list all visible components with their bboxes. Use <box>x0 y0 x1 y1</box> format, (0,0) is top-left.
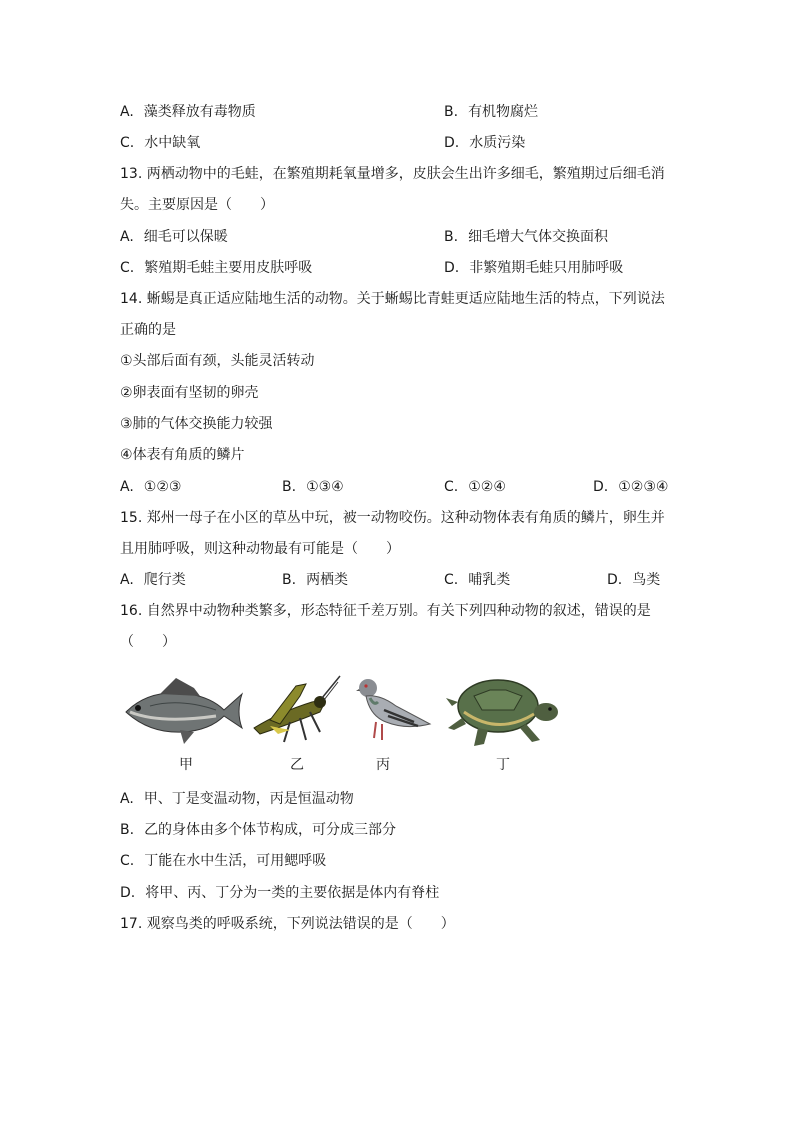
q14-option-a: A. ①②③ <box>120 479 182 495</box>
q16-option-b: B. 乙的身体由多个体节构成，可分成三部分 <box>120 822 397 838</box>
q14-statement-4: ④体表有角质的鳞片 <box>120 447 245 463</box>
q15-option-c: C. 哺乳类 <box>444 572 511 588</box>
q14-option-c: C. ①②④ <box>444 479 506 495</box>
q16-stem-line2: （ ） <box>120 634 176 650</box>
q15-option-b: B. 两栖类 <box>282 572 349 588</box>
q14-option-b: B. ①③④ <box>282 479 344 495</box>
caption-ding: 丁 <box>496 757 510 773</box>
q13-stem-line1: 13. 两栖动物中的毛蛙，在繁殖期耗氧量增多，皮肤会生出许多细毛，繁殖期过后细毛消 <box>120 166 665 182</box>
q12-option-d: D. 水质污染 <box>444 135 526 151</box>
q14-statement-1: ①头部后面有颈，头能灵活转动 <box>120 353 315 369</box>
caption-yi: 乙 <box>290 757 304 773</box>
q14-option-d: D. ①②③④ <box>593 479 669 495</box>
turtle-image <box>444 672 560 752</box>
q14-stem-line2: 正确的是 <box>120 322 176 338</box>
q13-option-b: B. 细毛增大气体交换面积 <box>444 229 609 245</box>
q16-stem-line1: 16. 自然界中动物种类繁多，形态特征千差万别。有关下列四种动物的叙述，错误的是 <box>120 603 651 619</box>
q12-option-b: B. 有机物腐烂 <box>444 104 539 120</box>
grasshopper-image <box>250 672 342 746</box>
q13-option-c: C. 繁殖期毛蛙主要用皮肤呼吸 <box>120 260 313 276</box>
q15-stem-line2: 且用肺呼吸，则这种动物最有可能是（ ） <box>120 541 400 557</box>
q14-statement-3: ③肺的气体交换能力较强 <box>120 416 273 432</box>
q13-option-d: D. 非繁殖期毛蛙只用肺呼吸 <box>444 260 624 276</box>
q15-stem-line1: 15. 郑州一母子在小区的草丛中玩，被一动物咬伤。这种动物体表有角质的鳞片，卵生并 <box>120 510 665 526</box>
q14-statement-2: ②卵表面有坚韧的卵壳 <box>120 385 259 401</box>
q13-option-a: A. 细毛可以保暖 <box>120 229 228 245</box>
q12-option-a: A. 藻类释放有毒物质 <box>120 104 256 120</box>
q16-option-d: D. 将甲、丙、丁分为一类的主要依据是体内有脊柱 <box>120 885 440 901</box>
q14-stem-line1: 14. 蜥蜴是真正适应陆地生活的动物。关于蜥蜴比青蛙更适应陆地生活的特点，下列说法 <box>120 291 665 307</box>
q15-option-d: D. 鸟类 <box>607 572 661 588</box>
caption-jia: 甲 <box>179 757 193 773</box>
caption-bing: 丙 <box>376 757 390 773</box>
q12-option-c: C. 水中缺氧 <box>120 135 201 151</box>
q15-option-a: A. 爬行类 <box>120 572 186 588</box>
q16-option-c: C. 丁能在水中生活，可用鳃呼吸 <box>120 853 327 869</box>
q13-stem-line2: 失。主要原因是（ ） <box>120 197 274 213</box>
fish-image <box>120 672 244 746</box>
q17-stem-line1: 17. 观察鸟类的呼吸系统，下列说法错误的是（ ） <box>120 916 455 932</box>
q16-option-a: A. 甲、丁是变温动物，丙是恒温动物 <box>120 791 354 807</box>
pigeon-image <box>356 672 432 744</box>
